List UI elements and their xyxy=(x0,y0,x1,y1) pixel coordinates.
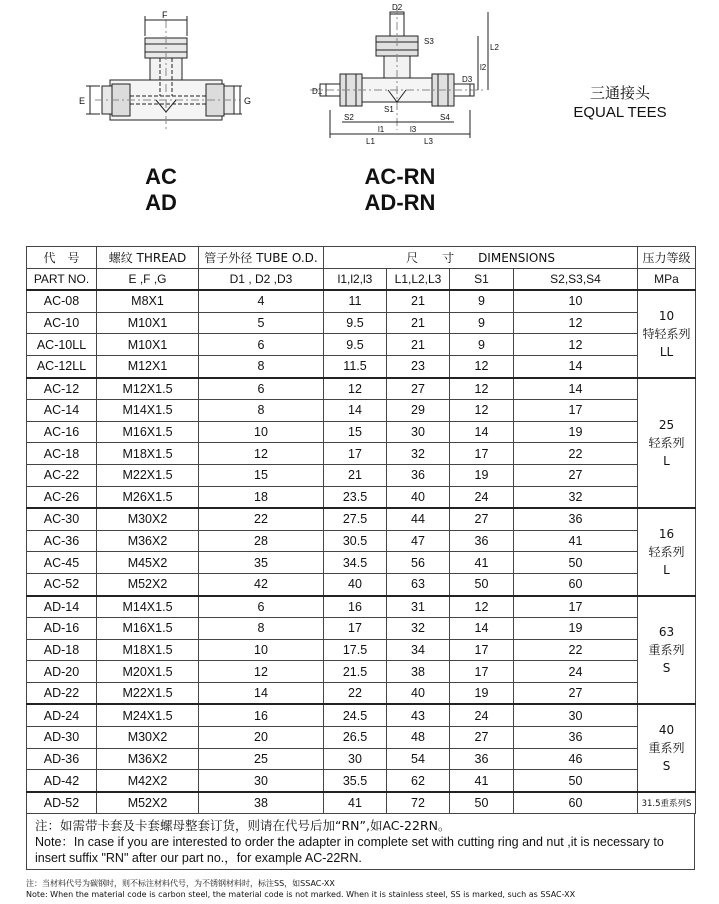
dim-s4: S4 xyxy=(440,113,450,122)
table-cell: 30 xyxy=(324,748,387,770)
table-cell: 10 xyxy=(199,421,324,443)
table-cell: AC-30 xyxy=(27,508,97,530)
table-cell: 21 xyxy=(387,290,450,312)
table-row xyxy=(27,443,696,465)
table-cell: M8X1 xyxy=(97,290,199,312)
table-cell: M14X1.5 xyxy=(97,400,199,422)
table-cell: M24X1.5 xyxy=(97,704,199,726)
table-cell: 21.5 xyxy=(324,661,387,683)
table-cell: 17.5 xyxy=(324,639,387,661)
table-cell: AD-30 xyxy=(27,727,97,749)
table-cell: 41 xyxy=(450,770,514,792)
table-cell: 9.5 xyxy=(324,312,387,334)
table-cell: 40 xyxy=(387,682,450,704)
table-cell: M26X1.5 xyxy=(97,486,199,508)
table-cell: 14 xyxy=(514,355,638,377)
table-cell: 32 xyxy=(387,618,450,640)
pressure-class-line: 16 xyxy=(658,526,675,541)
label-ac-rn: AC-RN xyxy=(364,164,436,189)
table-cell: 12 xyxy=(514,312,638,334)
table-cell: AC-52 xyxy=(27,573,97,595)
table-cell: 50 xyxy=(450,573,514,595)
table-cell: M18X1.5 xyxy=(97,639,199,661)
table-cell: 46 xyxy=(514,748,638,770)
table-row xyxy=(27,334,696,356)
table-cell: 8 xyxy=(199,618,324,640)
table-cell: 14 xyxy=(514,378,638,400)
pressure-class-line: LL xyxy=(659,344,674,359)
header-thread-sub: E ,F ,G xyxy=(97,268,199,290)
header-row-1 xyxy=(27,247,696,269)
table-cell: M18X1.5 xyxy=(97,443,199,465)
table-cell: M30X2 xyxy=(97,727,199,749)
table-cell: 47 xyxy=(387,530,450,552)
pressure-class-line: 重系列 xyxy=(648,741,685,756)
table-row xyxy=(27,508,696,530)
header-tube-sub: D1 , D2 ,D3 xyxy=(199,268,324,290)
note-chinese: 注：如需带卡套及卡套螺母整套订货，则请在代号后加“RN”,如AC-22RN。 xyxy=(35,818,451,833)
table-cell: 17 xyxy=(514,596,638,618)
table-cell: AC-45 xyxy=(27,552,97,574)
table-cell: 30 xyxy=(199,770,324,792)
table-cell: 12 xyxy=(199,443,324,465)
table-cell: 18 xyxy=(199,486,324,508)
table-cell: 38 xyxy=(199,792,324,814)
table-cell: AC-22 xyxy=(27,464,97,486)
header-l: l1,l2,l3 xyxy=(324,268,387,290)
pressure-class-line: 63 xyxy=(658,624,675,639)
table-row xyxy=(27,530,696,552)
table-row xyxy=(27,770,696,792)
pressure-class-cell: 31.5重系列S xyxy=(638,792,696,814)
table-cell: AC-10LL xyxy=(27,334,97,356)
table-cell: 48 xyxy=(387,727,450,749)
pressure-class-cell xyxy=(638,704,696,791)
table-cell: 32 xyxy=(387,443,450,465)
table-cell: 36 xyxy=(387,464,450,486)
table-row xyxy=(27,312,696,334)
spec-table xyxy=(26,246,696,814)
dim-s2: S2 xyxy=(344,113,354,122)
dim-L3: L3 xyxy=(424,137,433,146)
table-cell: AC-26 xyxy=(27,486,97,508)
table-cell: M16X1.5 xyxy=(97,421,199,443)
pressure-class-line: S xyxy=(662,660,671,675)
table-cell: 35.5 xyxy=(324,770,387,792)
pressure-class-line: 10 xyxy=(658,308,675,323)
table-cell: M12X1 xyxy=(97,355,199,377)
table-cell: 17 xyxy=(514,400,638,422)
table-cell: 36 xyxy=(514,727,638,749)
table-cell: 27 xyxy=(514,464,638,486)
table-cell: 30 xyxy=(514,704,638,726)
dim-l2: l2 xyxy=(480,63,487,72)
table-cell: M36X2 xyxy=(97,748,199,770)
table-row xyxy=(27,596,696,618)
table-cell: 56 xyxy=(387,552,450,574)
header-pressure: 压力等级 xyxy=(638,247,696,269)
table-cell: 22 xyxy=(324,682,387,704)
label-ad: AD xyxy=(145,190,177,215)
title-english: EQUAL TEES xyxy=(573,104,667,121)
table-cell: 26.5 xyxy=(324,727,387,749)
table-cell: AD-36 xyxy=(27,748,97,770)
table-cell: 27 xyxy=(450,508,514,530)
table-cell: 27 xyxy=(514,682,638,704)
pressure-class-line: L xyxy=(663,562,670,577)
dim-s1: S1 xyxy=(384,105,394,114)
header-L: L1,L2,L3 xyxy=(387,268,450,290)
table-cell: M14X1.5 xyxy=(97,596,199,618)
table-cell: 32 xyxy=(514,486,638,508)
dim-L2: L2 xyxy=(490,43,499,52)
dim-g: G xyxy=(244,96,252,106)
table-row xyxy=(27,486,696,508)
table-row xyxy=(27,378,696,400)
table-cell: 27.5 xyxy=(324,508,387,530)
table-cell: AC-36 xyxy=(27,530,97,552)
table-cell: 10 xyxy=(199,639,324,661)
dim-d2: D2 xyxy=(392,3,403,12)
table-cell: 28 xyxy=(199,530,324,552)
table-cell: M30X2 xyxy=(97,508,199,530)
table-cell: 35 xyxy=(199,552,324,574)
table-cell: 14 xyxy=(199,682,324,704)
label-ac: AC xyxy=(145,164,177,189)
note-english-line2: insert suffix "RN" after our part no.，for example AC-22RN. xyxy=(35,851,362,865)
table-cell: 8 xyxy=(199,400,324,422)
table-cell: M10X1 xyxy=(97,312,199,334)
table-row xyxy=(27,421,696,443)
table-cell: 9 xyxy=(450,334,514,356)
table-cell: 19 xyxy=(450,464,514,486)
header-s234: S2,S3,S4 xyxy=(514,268,638,290)
table-cell: 22 xyxy=(514,443,638,465)
table-cell: 12 xyxy=(450,378,514,400)
table-cell: 30.5 xyxy=(324,530,387,552)
table-cell: 34 xyxy=(387,639,450,661)
table-row xyxy=(27,464,696,486)
pressure-class-line: 40 xyxy=(658,723,675,738)
dim-L1: L1 xyxy=(366,137,375,146)
table-cell: 19 xyxy=(450,682,514,704)
table-cell: 31 xyxy=(387,596,450,618)
spec-table-body xyxy=(27,290,696,814)
header-part-en: PART NO. xyxy=(27,268,97,290)
table-cell: 29 xyxy=(387,400,450,422)
table-cell: 5 xyxy=(199,312,324,334)
table-cell: 11 xyxy=(324,290,387,312)
table-cell: 12 xyxy=(324,378,387,400)
table-cell: 44 xyxy=(387,508,450,530)
table-cell: 41 xyxy=(450,552,514,574)
table-cell: 50 xyxy=(514,552,638,574)
dim-e: E xyxy=(79,96,86,106)
table-cell: 15 xyxy=(199,464,324,486)
table-cell: 19 xyxy=(514,421,638,443)
tee-drawing-ac-ad xyxy=(86,16,242,130)
table-cell: 23 xyxy=(387,355,450,377)
table-cell: 9 xyxy=(450,290,514,312)
table-cell: 62 xyxy=(387,770,450,792)
table-cell: 4 xyxy=(199,290,324,312)
table-cell: 72 xyxy=(387,792,450,814)
dim-l1: l1 xyxy=(378,125,385,134)
table-cell: 42 xyxy=(199,573,324,595)
table-cell: 12 xyxy=(450,596,514,618)
table-cell: 25 xyxy=(199,748,324,770)
table-cell: AD-42 xyxy=(27,770,97,792)
pressure-class-line: 特轻系列 xyxy=(642,326,691,341)
notes-box xyxy=(26,814,695,870)
pressure-class-cell xyxy=(638,508,696,595)
table-cell: 38 xyxy=(387,661,450,683)
table-cell: AD-52 xyxy=(27,792,97,814)
table-cell: M20X1.5 xyxy=(97,661,199,683)
table-cell: 34.5 xyxy=(324,552,387,574)
table-cell: 8 xyxy=(199,355,324,377)
table-cell: 24 xyxy=(450,486,514,508)
header-thread: 螺纹 THREAD xyxy=(97,247,199,269)
header-tube: 管子外径 TUBE O.D. xyxy=(199,247,324,269)
footnote-chinese: 注：当材料代号为碳钢时，则不标注材料代号，为不锈钢材料时，标注SS，如SSAC-XX xyxy=(26,879,335,888)
table-cell: 17 xyxy=(450,661,514,683)
table-cell: 14 xyxy=(450,421,514,443)
table-cell: AC-12LL xyxy=(27,355,97,377)
table-cell: 12 xyxy=(450,400,514,422)
table-cell: AD-22 xyxy=(27,682,97,704)
table-cell: 54 xyxy=(387,748,450,770)
table-cell: 12 xyxy=(199,661,324,683)
table-row xyxy=(27,552,696,574)
table-cell: M10X1 xyxy=(97,334,199,356)
dim-l3: l3 xyxy=(410,125,417,134)
table-cell: 60 xyxy=(514,792,638,814)
table-cell: AD-24 xyxy=(27,704,97,726)
table-cell: 36 xyxy=(514,508,638,530)
table-row xyxy=(27,290,696,312)
pressure-class-line: S xyxy=(662,759,671,774)
table-cell: 43 xyxy=(387,704,450,726)
table-cell: 19 xyxy=(514,618,638,640)
table-cell: 16 xyxy=(324,596,387,618)
table-row xyxy=(27,573,696,595)
header-part-cn: 代 号 xyxy=(27,247,97,269)
table-cell: M16X1.5 xyxy=(97,618,199,640)
table-cell: M36X2 xyxy=(97,530,199,552)
pressure-class-line: 重系列 xyxy=(648,642,685,657)
dim-d1: D1 xyxy=(312,87,323,96)
table-cell: 40 xyxy=(387,486,450,508)
dim-f: F xyxy=(162,10,168,20)
table-cell: 17 xyxy=(450,443,514,465)
table-cell: 6 xyxy=(199,378,324,400)
table-cell: 30 xyxy=(387,421,450,443)
table-row xyxy=(27,792,696,814)
table-cell: 63 xyxy=(387,573,450,595)
table-row xyxy=(27,727,696,749)
dim-s3: S3 xyxy=(424,37,434,46)
table-cell: M45X2 xyxy=(97,552,199,574)
table-cell: 15 xyxy=(324,421,387,443)
table-cell: 23.5 xyxy=(324,486,387,508)
table-cell: 17 xyxy=(324,443,387,465)
table-cell: 17 xyxy=(450,639,514,661)
table-row xyxy=(27,704,696,726)
table-cell: M22X1.5 xyxy=(97,464,199,486)
table-cell: AC-14 xyxy=(27,400,97,422)
table-cell: M22X1.5 xyxy=(97,682,199,704)
footnote xyxy=(26,878,575,900)
pressure-class-cell xyxy=(638,596,696,705)
table-cell: 24.5 xyxy=(324,704,387,726)
table-cell: 27 xyxy=(450,727,514,749)
table-cell: 22 xyxy=(514,639,638,661)
label-ad-rn: AD-RN xyxy=(364,190,436,215)
pressure-class-cell xyxy=(638,290,696,377)
table-cell: AD-20 xyxy=(27,661,97,683)
table-cell: AC-18 xyxy=(27,443,97,465)
table-cell: 21 xyxy=(387,334,450,356)
table-row xyxy=(27,618,696,640)
table-cell: 27 xyxy=(387,378,450,400)
table-cell: M12X1.5 xyxy=(97,378,199,400)
table-cell: AD-16 xyxy=(27,618,97,640)
table-cell: 9.5 xyxy=(324,334,387,356)
note-english-line1: Note：In case if you are interested to order the adapter in complete set with cutting ring and nut ,it is necessary to xyxy=(35,835,664,849)
table-cell: 16 xyxy=(199,704,324,726)
table-row xyxy=(27,355,696,377)
table-row xyxy=(27,639,696,661)
table-cell: 41 xyxy=(324,792,387,814)
table-cell: 6 xyxy=(199,596,324,618)
table-cell: 14 xyxy=(450,618,514,640)
table-cell: 24 xyxy=(514,661,638,683)
table-cell: 14 xyxy=(324,400,387,422)
table-cell: 50 xyxy=(450,792,514,814)
table-cell: 20 xyxy=(199,727,324,749)
table-cell: M52X2 xyxy=(97,573,199,595)
table-cell: 36 xyxy=(450,530,514,552)
table-cell: 12 xyxy=(450,355,514,377)
table-cell: 21 xyxy=(387,312,450,334)
header-pressure-unit: MPa xyxy=(638,268,696,290)
table-cell: M52X2 xyxy=(97,792,199,814)
table-cell: AC-12 xyxy=(27,378,97,400)
table-cell: AC-10 xyxy=(27,312,97,334)
table-cell: 36 xyxy=(450,748,514,770)
pressure-class-cell xyxy=(638,378,696,509)
title-chinese: 三通接头 xyxy=(589,84,650,102)
table-cell: AD-14 xyxy=(27,596,97,618)
table-cell: 22 xyxy=(199,508,324,530)
table-row xyxy=(27,661,696,683)
table-cell: 9 xyxy=(450,312,514,334)
pressure-class-line: 轻系列 xyxy=(648,544,685,559)
table-cell: 6 xyxy=(199,334,324,356)
table-cell: 17 xyxy=(324,618,387,640)
pressure-class-line: L xyxy=(663,453,670,468)
table-row xyxy=(27,682,696,704)
header-s1: S1 xyxy=(450,268,514,290)
table-cell: 12 xyxy=(514,334,638,356)
table-row xyxy=(27,748,696,770)
header-row-2 xyxy=(27,268,696,290)
table-row xyxy=(27,400,696,422)
table-cell: 60 xyxy=(514,573,638,595)
table-cell: M42X2 xyxy=(97,770,199,792)
table-cell: 24 xyxy=(450,704,514,726)
header-dimensions: 尺 寸 DIMENSIONS xyxy=(324,247,638,269)
table-cell: 41 xyxy=(514,530,638,552)
pressure-class-line: 轻系列 xyxy=(648,435,685,450)
table-cell: 50 xyxy=(514,770,638,792)
table-cell: 21 xyxy=(324,464,387,486)
table-cell: AC-08 xyxy=(27,290,97,312)
table-cell: AC-16 xyxy=(27,421,97,443)
tee-drawing-ac-rn xyxy=(310,6,488,138)
table-cell: 40 xyxy=(324,573,387,595)
table-cell: AD-18 xyxy=(27,639,97,661)
pressure-class-line: 25 xyxy=(658,417,675,432)
dim-d3: D3 xyxy=(462,75,473,84)
table-cell: 11.5 xyxy=(324,355,387,377)
footnote-english: Note: When the material code is carbon steel, the material code is not marked. When it is stainless steel, SS is marked, such as SSAC-XX xyxy=(26,890,576,899)
table-cell: 10 xyxy=(514,290,638,312)
